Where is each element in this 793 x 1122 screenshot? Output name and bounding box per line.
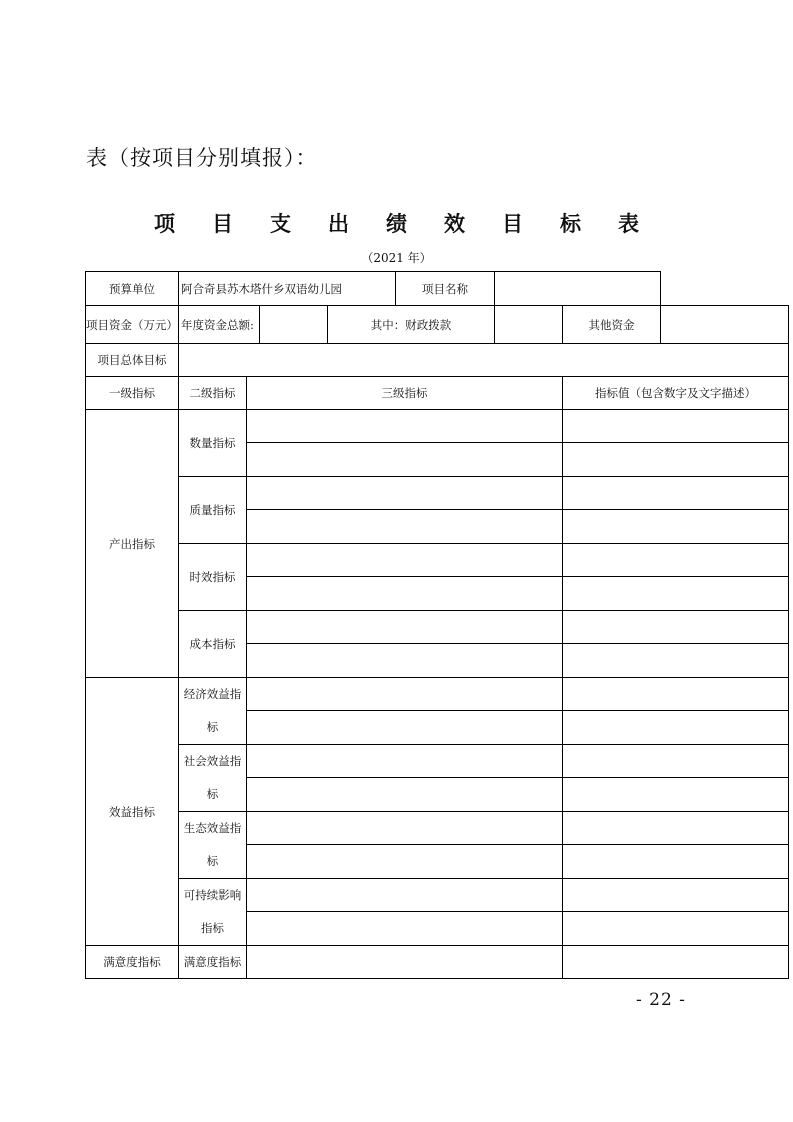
satisfaction-item: 满意度指标 (179, 946, 247, 979)
benefit-item-ecological: 生态效益指标 (179, 812, 247, 879)
form-year: （2021 年） (361, 251, 432, 265)
budget-unit-label: 预算单位 (86, 272, 179, 306)
table-row (86, 946, 789, 979)
annual-total-cell[interactable] (260, 306, 328, 344)
level3-cell[interactable] (247, 443, 563, 477)
satisfaction-group-label: 满意度指标 (86, 946, 179, 979)
form-title (0, 208, 793, 238)
value-cell[interactable] (563, 477, 789, 510)
fiscal-label: 其中：财政拨款 (328, 306, 495, 344)
page-heading: 表（按项目分别填报）： (86, 146, 318, 170)
value-cell[interactable] (563, 510, 789, 544)
title-char: 出 (328, 212, 349, 236)
value-cell[interactable] (563, 778, 789, 812)
level3-cell[interactable] (247, 644, 563, 678)
level3-cell[interactable] (247, 577, 563, 611)
level3-cell[interactable] (247, 845, 563, 879)
title-char: 目 (502, 212, 523, 236)
title-char: 表 (618, 212, 639, 236)
table-row (86, 745, 789, 778)
annual-total-label: 年度资金总额: (179, 306, 260, 344)
table-row (86, 812, 789, 845)
level3-cell[interactable] (247, 912, 563, 946)
value-cell[interactable] (563, 544, 789, 577)
level3-cell[interactable] (247, 745, 563, 778)
table-row (86, 611, 789, 644)
value-cell[interactable] (563, 912, 789, 946)
title-char: 目 (212, 212, 233, 236)
output-item-quantity: 数量指标 (179, 410, 247, 477)
output-item-quality: 质量指标 (179, 477, 247, 544)
title-char: 项 (154, 212, 175, 236)
level3-cell[interactable] (247, 879, 563, 912)
table-row (86, 477, 789, 510)
level3-cell[interactable] (247, 946, 563, 979)
value-cell[interactable] (563, 611, 789, 644)
funds-label: 项目资金（万元） (86, 306, 179, 344)
header-level2: 二级指标 (179, 377, 247, 410)
header-level3: 三级指标 (247, 377, 563, 410)
title-char: 标 (560, 212, 581, 236)
title-char: 绩 (386, 212, 407, 236)
level3-cell[interactable] (247, 678, 563, 711)
level3-cell[interactable] (247, 510, 563, 544)
title-char: 支 (270, 212, 291, 236)
benefit-item-sustainable: 可持续影响指标 (179, 879, 247, 946)
fiscal-cell[interactable] (495, 306, 563, 344)
benefit-item-social: 社会效益指标 (179, 745, 247, 812)
output-item-timeliness: 时效指标 (179, 544, 247, 611)
value-cell[interactable] (563, 410, 789, 443)
level3-cell[interactable] (247, 410, 563, 443)
performance-target-table (85, 271, 789, 979)
header-value: 指标值（包含数字及文字描述） (563, 377, 789, 410)
table-row (86, 678, 789, 711)
table-row (86, 344, 789, 377)
table-row (86, 306, 789, 344)
value-cell[interactable] (563, 946, 789, 979)
other-funds-label: 其他资金 (563, 306, 661, 344)
level3-cell[interactable] (247, 812, 563, 845)
level3-cell[interactable] (247, 778, 563, 812)
value-cell[interactable] (563, 845, 789, 879)
value-cell[interactable] (563, 644, 789, 678)
value-cell[interactable] (563, 812, 789, 845)
other-funds-cell[interactable] (661, 306, 789, 344)
output-item-cost: 成本指标 (179, 611, 247, 678)
level3-cell[interactable] (247, 611, 563, 644)
value-cell[interactable] (563, 745, 789, 778)
page-number: - 22 - (636, 990, 686, 1010)
budget-unit-value: 阿合奇县苏木塔什乡双语幼儿园 (179, 272, 396, 306)
value-cell[interactable] (563, 678, 789, 711)
table-row (86, 879, 789, 912)
level3-cell[interactable] (247, 477, 563, 510)
table-header-row (86, 377, 789, 410)
overall-goal-cell[interactable] (179, 344, 789, 377)
level3-cell[interactable] (247, 544, 563, 577)
project-name-cell[interactable] (495, 272, 661, 306)
table-row (86, 410, 789, 443)
value-cell[interactable] (563, 879, 789, 912)
header-level1: 一级指标 (86, 377, 179, 410)
title-char: 效 (444, 212, 465, 236)
benefit-item-economic: 经济效益指标 (179, 678, 247, 745)
table-row (86, 272, 789, 306)
value-cell[interactable] (563, 443, 789, 477)
table-row (86, 544, 789, 577)
overall-goal-label: 项目总体目标 (86, 344, 179, 377)
output-group-label: 产出指标 (86, 410, 179, 678)
benefit-group-label: 效益指标 (86, 678, 179, 946)
value-cell[interactable] (563, 711, 789, 745)
value-cell[interactable] (563, 577, 789, 611)
level3-cell[interactable] (247, 711, 563, 745)
project-name-label: 项目名称 (396, 272, 495, 306)
